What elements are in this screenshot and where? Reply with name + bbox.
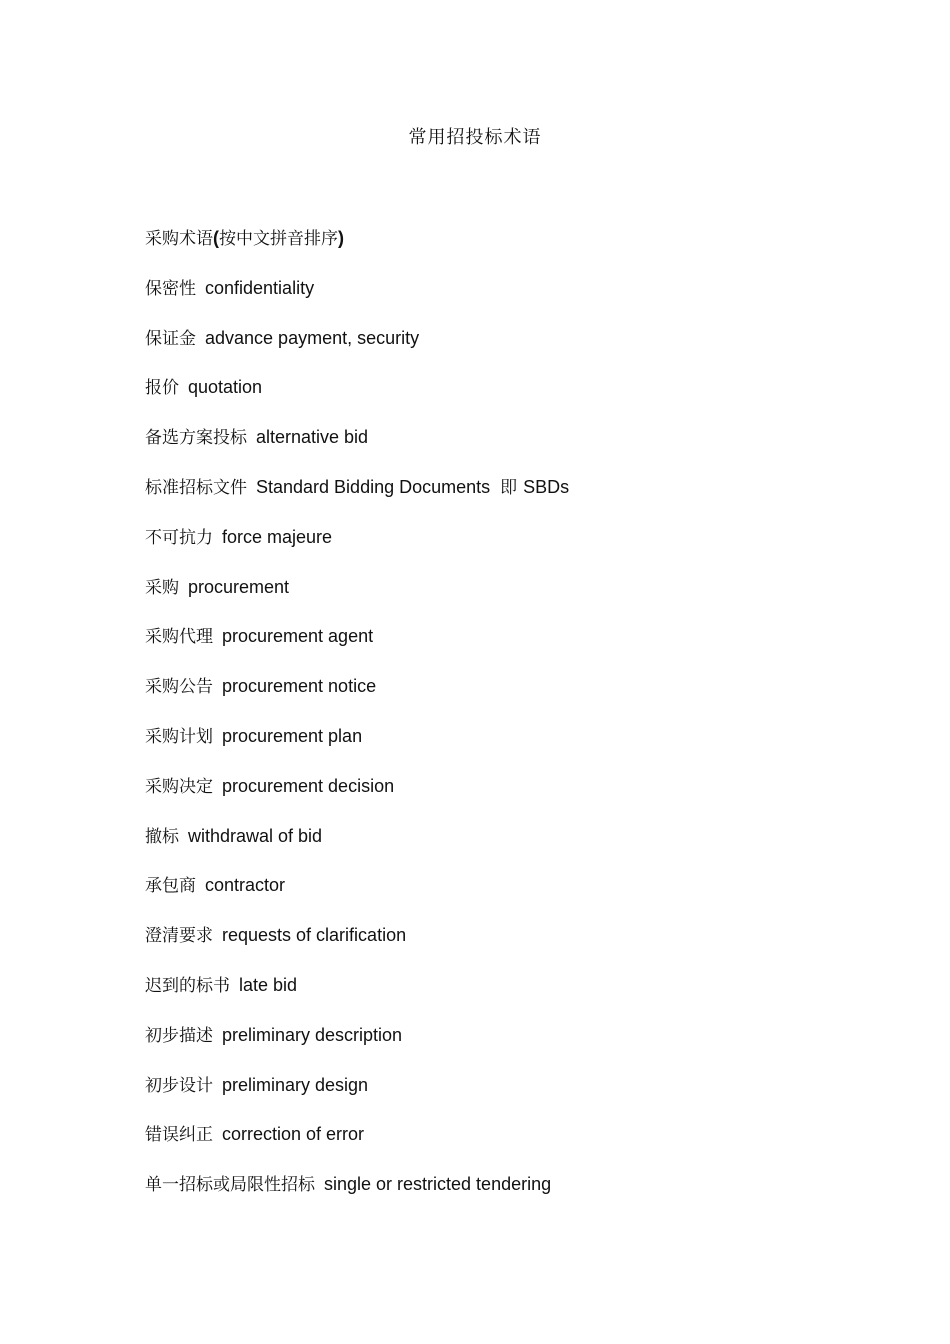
glossary-entry [145, 1021, 865, 1071]
glossary-entry [145, 423, 865, 473]
term-english: preliminary design [222, 1074, 369, 1095]
glossary-entry [145, 622, 865, 672]
term-chinese-suffix: 即 [500, 477, 518, 498]
glossary-entry [145, 1170, 865, 1220]
glossary-entry [145, 373, 865, 423]
glossary-entry [145, 324, 865, 374]
term-chinese: 采购决定 [145, 776, 213, 797]
section-heading-label: 采购术语 [145, 229, 213, 249]
glossary-list [145, 224, 865, 1220]
glossary-entry [145, 523, 865, 573]
term-chinese: 报价 [145, 378, 179, 399]
term-chinese: 保密性 [145, 278, 196, 299]
glossary-entry [145, 921, 865, 971]
glossary-entry [145, 573, 865, 623]
term-english: late bid [239, 974, 298, 995]
term-chinese: 保证金 [145, 328, 196, 349]
term-chinese: 备选方案投标 [145, 428, 247, 449]
term-chinese: 初步设计 [145, 1075, 213, 1096]
term-english: advance payment, security [205, 327, 420, 348]
section-heading-note: 按中文拼音排序 [219, 229, 338, 249]
term-chinese: 迟到的标书 [145, 975, 230, 996]
term-chinese: 标准招标文件 [145, 477, 247, 498]
term-chinese: 不可抗力 [145, 527, 213, 548]
glossary-entry [145, 722, 865, 772]
term-english: Standard Bidding Documents [256, 476, 491, 497]
glossary-entry [145, 772, 865, 822]
term-english: procurement agent [222, 626, 374, 647]
glossary-entry [145, 871, 865, 921]
glossary-entry [145, 971, 865, 1021]
term-english: alternative bid [256, 427, 369, 448]
document-title: 常用招投标术语 [408, 127, 542, 148]
section-heading-open-paren: ( [213, 228, 219, 248]
term-english: correction of error [222, 1124, 365, 1145]
term-chinese: 错误纠正 [145, 1125, 213, 1146]
term-chinese: 采购代理 [145, 627, 213, 648]
term-chinese: 承包商 [145, 876, 196, 897]
glossary-entry [145, 274, 865, 324]
term-chinese: 采购计划 [145, 726, 213, 747]
term-english: withdrawal of bid [188, 825, 323, 846]
term-english: procurement decision [222, 775, 395, 796]
term-chinese: 采购 [145, 577, 179, 598]
term-english: confidentiality [205, 277, 315, 298]
term-english: procurement [188, 576, 290, 597]
section-heading [145, 224, 865, 274]
glossary-entry [145, 672, 865, 722]
term-english: requests of clarification [222, 925, 407, 946]
term-chinese: 撤标 [145, 826, 179, 847]
term-chinese: 澄清要求 [145, 926, 213, 947]
term-english: preliminary description [222, 1024, 403, 1045]
term-english: procurement notice [222, 676, 377, 697]
section-heading-close-paren: ) [338, 228, 344, 248]
term-english-abbreviation: SBDs [523, 476, 570, 497]
term-chinese: 初步描述 [145, 1025, 213, 1046]
glossary-entry [145, 473, 865, 523]
glossary-entry [145, 1071, 865, 1121]
term-english: procurement plan [222, 725, 363, 746]
glossary-entry [145, 1120, 865, 1170]
term-english: contractor [205, 875, 286, 896]
term-chinese: 采购公告 [145, 677, 213, 698]
glossary-entry [145, 822, 865, 872]
term-english: single or restricted tendering [324, 1174, 552, 1195]
term-english: quotation [188, 377, 263, 398]
term-chinese: 单一招标或局限性招标 [145, 1175, 315, 1196]
term-english: force majeure [222, 526, 333, 547]
